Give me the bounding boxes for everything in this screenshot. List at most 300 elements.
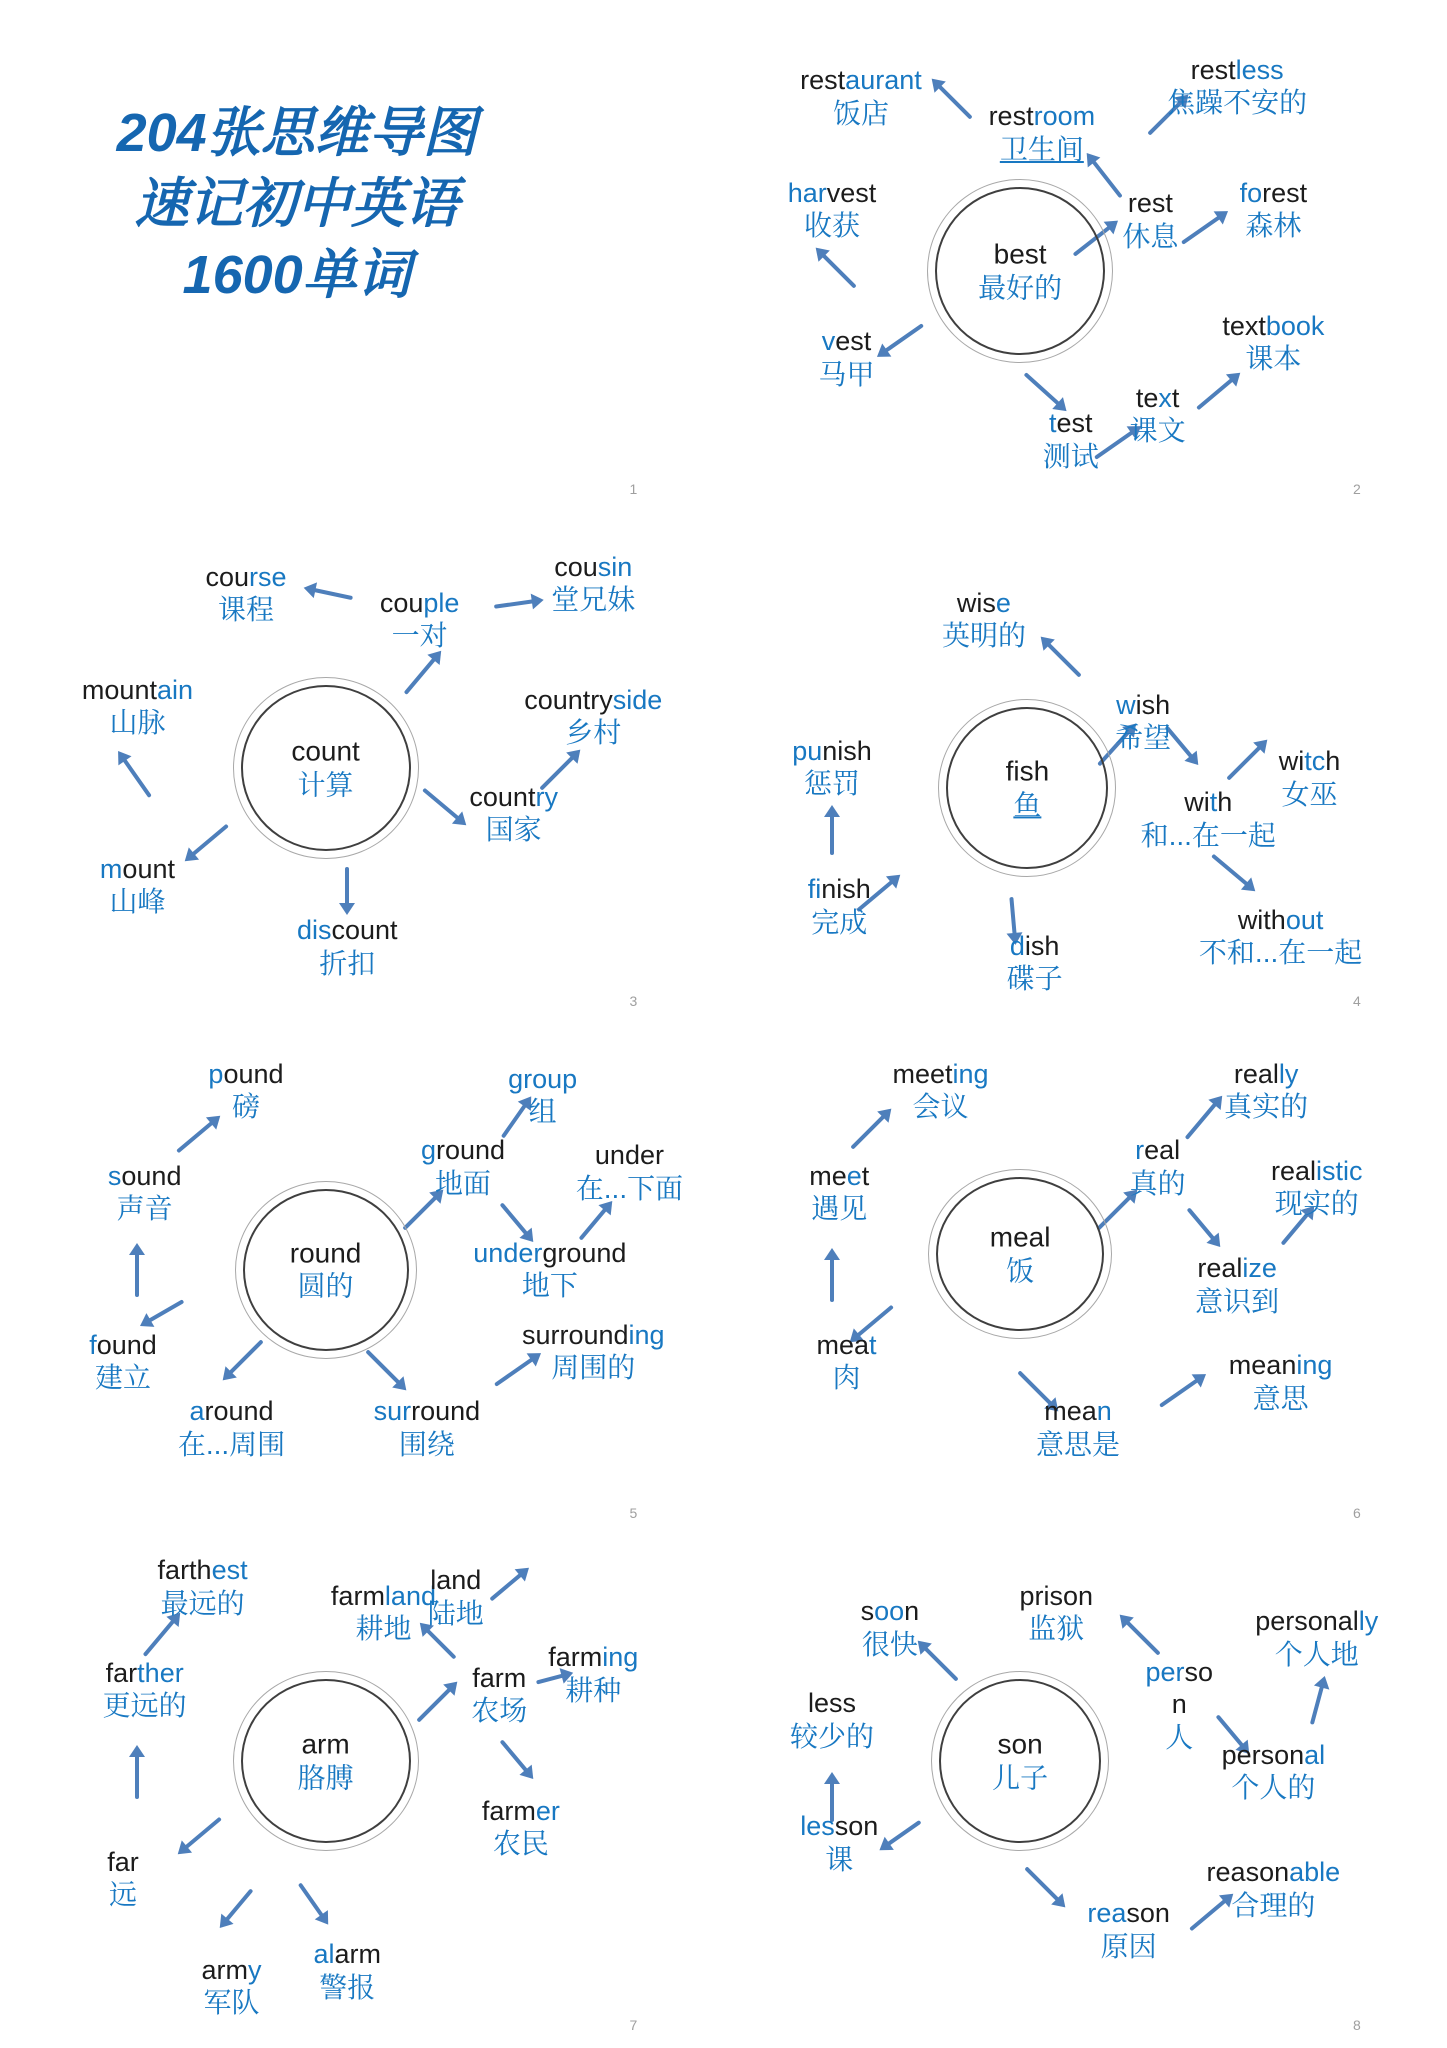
arrow-icon: [135, 1253, 139, 1297]
center-word-zh: 圆的: [297, 1270, 354, 1302]
arrow-icon: [1310, 1685, 1324, 1725]
word-part: able: [1289, 1857, 1341, 1888]
word-en-line: [1167, 54, 1307, 86]
page-number: 6: [1352, 1505, 1361, 1522]
word-node: [551, 551, 635, 617]
word-part: h: [1325, 746, 1341, 777]
word-part: a: [189, 1396, 205, 1427]
word-zh: 女巫: [1281, 778, 1338, 810]
word-zh: 军队: [203, 1986, 260, 2018]
word-part: p: [208, 1058, 224, 1089]
word-part: t: [1209, 787, 1218, 818]
word-part: s: [860, 1596, 875, 1627]
word-zh: 山峰: [109, 886, 166, 918]
word-zh: 个人的: [1231, 1771, 1316, 1803]
word-zh: 乡村: [565, 717, 622, 749]
word-en-line: [158, 1554, 248, 1586]
word-part: rse: [249, 561, 287, 592]
word-en-line: [508, 1063, 577, 1095]
arrow-icon: [1125, 1621, 1160, 1656]
word-en-line: [1122, 187, 1178, 219]
word-zh: 课本: [1245, 343, 1302, 375]
word-part: sur: [373, 1396, 412, 1427]
word-part: real: [1197, 1253, 1243, 1284]
word-zh: 原因: [1100, 1930, 1157, 1962]
word-zh: 休息: [1122, 220, 1179, 252]
word-en-line: [790, 1687, 874, 1719]
word-part: eal: [1144, 1135, 1181, 1166]
center-node: [1006, 755, 1050, 822]
word-en-line: [548, 1641, 638, 1673]
word-node: [816, 1329, 876, 1395]
poster-title-line: 1600单词: [182, 245, 411, 306]
center-word-en: meal: [989, 1221, 1051, 1253]
center-node: [978, 238, 1062, 305]
word-part: har: [787, 177, 827, 208]
word-part: side: [612, 684, 663, 715]
arrow-icon: [1181, 216, 1221, 246]
word-node: [178, 1395, 285, 1461]
arrow-icon: [1159, 1378, 1199, 1408]
word-node: [108, 1160, 182, 1226]
mindmap-count: [0, 512, 724, 1024]
mindmap-best: [724, 0, 1447, 512]
word-part: t: [868, 1329, 877, 1360]
word-part: h: [1217, 787, 1233, 818]
word-part: vest: [826, 177, 877, 208]
word-part: round: [436, 1135, 506, 1166]
word-en-line: [1020, 1580, 1094, 1612]
word-zh: 周围的: [551, 1352, 636, 1384]
word-zh: 真实的: [1224, 1090, 1309, 1122]
word-part: er: [535, 1795, 560, 1826]
word-node: [548, 1641, 638, 1707]
word-en-line: [482, 1795, 560, 1827]
arrow-icon: [830, 1258, 834, 1302]
word-zh: 最远的: [160, 1587, 245, 1619]
arrow-icon: [937, 85, 972, 120]
arrow-icon: [1211, 854, 1249, 887]
word-part: farm: [472, 1662, 527, 1693]
word-en-line: [89, 1329, 157, 1361]
word-node: [800, 1810, 878, 1876]
word-zh: 在...周围: [177, 1428, 286, 1460]
word-zh: 警报: [319, 1971, 376, 2003]
word-zh: 一对: [391, 619, 448, 651]
word-node: [1279, 745, 1341, 811]
word-zh: 英明的: [941, 619, 1026, 651]
arrow-icon: [403, 657, 436, 695]
word-zh: 较少的: [790, 1720, 875, 1752]
arrow-icon: [313, 588, 353, 600]
word-node: [1271, 1155, 1363, 1221]
arrow-icon: [176, 1120, 214, 1153]
center-word-en: best: [993, 238, 1047, 270]
word-part: less: [808, 1688, 857, 1719]
word-zh: 围绕: [398, 1428, 455, 1460]
word-part: farm: [548, 1642, 603, 1673]
word-en-line: [421, 1134, 505, 1166]
word-part: country: [524, 684, 613, 715]
word-zh: 监狱: [1028, 1613, 1085, 1645]
arrow-icon: [148, 1299, 185, 1322]
word-zh: 农场: [471, 1695, 528, 1727]
word-en-line: [792, 735, 872, 767]
word-part: round: [204, 1396, 274, 1427]
word-en-line: [1279, 745, 1341, 777]
word-node: [893, 1058, 989, 1124]
word-node: [1130, 1134, 1186, 1200]
center-word-en: arm: [301, 1728, 350, 1760]
center-word-en: count: [291, 735, 360, 767]
word-part: tc: [1304, 746, 1326, 777]
word-zh: 国家: [485, 814, 542, 846]
word-part: t: [861, 1160, 870, 1191]
word-node: [1199, 904, 1362, 970]
arrow-icon: [887, 1820, 922, 1846]
word-en-line: [800, 1810, 878, 1842]
page-number: 2: [1352, 481, 1361, 498]
word-zh: 更远的: [102, 1689, 187, 1721]
center-node: [290, 1236, 362, 1303]
word-en-line: [1141, 786, 1276, 818]
word-en-line: [818, 325, 874, 357]
word-node: [331, 1580, 436, 1646]
word-node: [524, 684, 662, 750]
word-part: te: [1135, 382, 1159, 413]
word-part: far: [107, 1847, 139, 1878]
word-part: rest: [988, 101, 1034, 132]
word-part: ish: [1024, 930, 1060, 961]
word-part: land: [384, 1580, 436, 1611]
word-part: ing: [1296, 1350, 1333, 1381]
word-node: [469, 781, 558, 847]
word-node: [1224, 1058, 1308, 1124]
word-node: [1020, 1580, 1094, 1646]
word-node: [1167, 54, 1307, 120]
word-zh: 饭店: [832, 97, 889, 129]
word-part: fi: [807, 874, 822, 905]
poster-title-line: 204张思维导图: [116, 102, 477, 163]
word-part: mea: [816, 1329, 869, 1360]
mindmap-arm: [0, 1536, 724, 2048]
word-node: [1036, 1395, 1120, 1461]
arrow-icon: [298, 1882, 324, 1917]
center-node: [990, 1221, 1051, 1288]
word-zh: 耕地: [355, 1613, 412, 1645]
word-en-line: [473, 1237, 626, 1269]
word-en-line: [428, 1564, 484, 1596]
word-en-line: [469, 781, 558, 813]
word-part: rest: [800, 65, 846, 96]
arrow-icon: [1094, 431, 1134, 461]
word-zh: 现实的: [1274, 1188, 1359, 1220]
arrow-icon: [1185, 1102, 1218, 1140]
word-part: ish: [1135, 689, 1171, 720]
arrow-icon: [135, 1755, 139, 1799]
word-part: aurant: [845, 65, 922, 96]
word-part: ount: [122, 853, 175, 884]
word-en-line: [809, 1160, 869, 1192]
word-part: dis: [296, 915, 332, 946]
word-part: rest: [1190, 55, 1236, 86]
word-zh: 很快: [861, 1628, 918, 1660]
word-part: meet: [892, 1058, 953, 1089]
word-en-line: [1255, 1605, 1378, 1637]
word-part: real: [1233, 1058, 1279, 1089]
center-word-en: fish: [1005, 755, 1050, 787]
center-node: [992, 1728, 1048, 1795]
word-node: [208, 1058, 283, 1124]
word-part: e: [995, 587, 1011, 618]
word-part: n: [1096, 1396, 1112, 1427]
arrow-icon: [143, 1619, 176, 1657]
arrow-icon: [490, 1573, 523, 1602]
arrow-icon: [184, 1817, 222, 1850]
word-en-line: [1207, 1856, 1341, 1888]
word-part: ing: [628, 1319, 665, 1350]
word-en-line: [380, 587, 460, 619]
word-part: so: [1184, 1656, 1214, 1687]
word-part: ry: [535, 782, 558, 813]
word-en-line: [82, 674, 193, 706]
word-part: me: [809, 1160, 847, 1191]
word-node: [1255, 1605, 1378, 1671]
word-part: wis: [956, 587, 996, 618]
word-part: nish: [822, 736, 872, 767]
arrow-icon: [123, 758, 153, 798]
word-en-line: [1195, 1252, 1279, 1284]
word-zh: 组: [528, 1096, 557, 1128]
page-number: 4: [1352, 993, 1361, 1010]
arrow-icon: [1023, 372, 1060, 406]
word-part: ain: [156, 674, 193, 705]
center-word-zh: 饭: [1006, 1255, 1035, 1287]
word-zh: 合理的: [1231, 1889, 1316, 1921]
word-part: est: [1056, 408, 1093, 439]
arrow-icon: [416, 1687, 451, 1722]
word-zh: 声音: [116, 1193, 173, 1225]
word-node: [202, 1954, 262, 2020]
word-part: r: [1135, 1135, 1145, 1166]
word-part: t: [1171, 382, 1180, 413]
word-en-line: [1229, 1349, 1333, 1381]
word-en-line: [314, 1938, 382, 1970]
word-part: far: [105, 1657, 138, 1688]
word-zh: 测试: [1042, 440, 1099, 472]
word-part: count: [469, 782, 536, 813]
word-node: [1141, 786, 1276, 852]
center-word-zh: 计算: [297, 769, 354, 800]
word-part: with: [1237, 904, 1286, 935]
word-part: ple: [423, 587, 460, 618]
word-zh: 建立: [94, 1362, 151, 1394]
word-part: mount: [81, 674, 157, 705]
word-en-line: [1043, 407, 1099, 439]
word-node: [808, 873, 871, 939]
word-node: [522, 1319, 665, 1385]
word-part: farm: [330, 1580, 385, 1611]
arrow-icon: [1091, 160, 1122, 199]
word-en-line: [1224, 1058, 1308, 1090]
word-part: oo: [874, 1596, 905, 1627]
arrow-icon: [884, 323, 924, 353]
arrow-icon: [923, 1646, 958, 1681]
word-en-line: [178, 1395, 285, 1427]
word-part: text: [1222, 311, 1266, 342]
word-node: [89, 1329, 157, 1395]
word-node: [809, 1160, 869, 1226]
arrow-icon: [1046, 643, 1081, 678]
word-part: mean: [1228, 1350, 1297, 1381]
word-part: ound: [223, 1058, 284, 1089]
word-zh: 意识到: [1195, 1285, 1280, 1317]
word-node: [790, 1687, 874, 1753]
word-zh: 课文: [1129, 415, 1186, 447]
word-en-line: [374, 1395, 481, 1427]
word-node: [107, 1846, 139, 1912]
word-en-line: [208, 1058, 283, 1090]
word-zh: 遇见: [811, 1193, 868, 1225]
word-en-line: [1146, 1688, 1214, 1720]
word-part: d: [1009, 930, 1025, 961]
word-part: arm: [334, 1939, 382, 1970]
word-zh: 课: [825, 1843, 854, 1875]
word-part: v: [821, 326, 836, 357]
word-part: reason: [1206, 1857, 1290, 1888]
arrow-icon: [499, 1202, 528, 1235]
arrow-icon: [851, 1114, 886, 1149]
word-part: ing: [952, 1058, 989, 1089]
arrow-icon: [1187, 1207, 1216, 1240]
page-number: 7: [629, 2017, 638, 2034]
word-part: wi: [1278, 746, 1305, 777]
word-part: rest: [1262, 177, 1308, 208]
word-part: sin: [597, 551, 633, 582]
word-en-line: [297, 914, 398, 946]
word-part: cou: [379, 587, 424, 618]
word-zh: 惩罚: [804, 768, 861, 800]
word-part: mea: [1044, 1396, 1097, 1427]
word-part: y: [248, 1954, 262, 1985]
word-node: [1122, 187, 1178, 253]
word-node: [1222, 1739, 1326, 1805]
word-en-line: [331, 1580, 436, 1612]
word-node: [205, 561, 286, 627]
word-zh: 收获: [804, 210, 861, 242]
word-part: son: [834, 1811, 879, 1842]
word-part: ound: [96, 1329, 157, 1360]
arrow-icon: [494, 599, 534, 609]
word-part: w: [1116, 689, 1136, 720]
word-part: fo: [1239, 177, 1263, 208]
word-zh: 个人地: [1274, 1638, 1359, 1670]
word-part: prison: [1019, 1580, 1094, 1611]
word-part: est: [835, 326, 872, 357]
word-en-line: [788, 177, 877, 209]
page-number: 3: [629, 993, 638, 1010]
mindmap-round: [0, 1024, 724, 1536]
arrow-icon: [830, 815, 834, 855]
word-zh: 马甲: [818, 358, 875, 390]
word-part: ize: [1242, 1253, 1277, 1284]
word-part: n: [904, 1596, 920, 1627]
word-part: ly: [1358, 1606, 1379, 1637]
word-node: [792, 735, 872, 801]
word-part: son: [1126, 1898, 1170, 1929]
word-en-line: [1087, 1897, 1170, 1929]
word-zh: 堂兄妹: [551, 584, 636, 616]
word-part: nish: [821, 874, 871, 905]
word-en-line: [576, 1139, 683, 1171]
word-part: x: [1158, 382, 1172, 413]
word-part: real: [1271, 1155, 1317, 1186]
word-part: m: [99, 853, 123, 884]
word-zh: 磅: [231, 1090, 260, 1122]
arrow-icon: [579, 1207, 608, 1240]
word-en-line: [1130, 1134, 1186, 1166]
word-part: les: [800, 1811, 835, 1842]
word-node: [103, 1657, 187, 1723]
word-zh: 意思: [1252, 1382, 1309, 1414]
word-part: count: [331, 915, 398, 946]
word-node: [82, 674, 193, 740]
word-zh: 卫生间: [999, 133, 1084, 165]
word-zh: 农民: [492, 1828, 549, 1860]
word-node: [788, 177, 877, 243]
arrow-icon: [224, 1888, 253, 1921]
arrow-icon: [1197, 378, 1235, 411]
word-zh: 课程: [217, 594, 274, 626]
word-node: [1007, 930, 1063, 996]
word-part: rea: [1087, 1898, 1127, 1929]
word-en-line: [108, 1160, 182, 1192]
word-part: round: [411, 1396, 481, 1427]
word-en-line: [1199, 904, 1362, 936]
word-node: [100, 853, 175, 919]
word-part: ound: [121, 1160, 182, 1191]
mindmap-fish: [724, 512, 1447, 1024]
center-word-zh: 胳膊: [297, 1762, 354, 1794]
center-word-zh: 鱼: [1013, 789, 1042, 821]
center-word-zh: 儿子: [992, 1762, 1049, 1794]
arrow-icon: [422, 788, 460, 821]
word-part: n: [1171, 1689, 1187, 1720]
word-node: [1130, 382, 1186, 448]
center-word-en: round: [289, 1237, 362, 1269]
word-en-line: [1222, 1739, 1326, 1771]
word-node: [1195, 1252, 1279, 1318]
word-part: e: [846, 1160, 862, 1191]
word-part: wi: [1184, 787, 1210, 818]
center-word-zh: 最好的: [978, 272, 1063, 304]
word-part: f: [89, 1329, 97, 1360]
page-number: 1: [629, 481, 638, 498]
word-node: [861, 1595, 920, 1661]
word-node: [1207, 1856, 1341, 1922]
word-part: surround: [521, 1319, 629, 1350]
word-zh: 折扣: [319, 947, 376, 979]
word-zh: 意思是: [1035, 1428, 1121, 1460]
word-zh: 森林: [1245, 210, 1302, 242]
word-part: group: [508, 1063, 578, 1094]
word-en-line: [202, 1954, 262, 1986]
word-en-line: [893, 1058, 989, 1090]
word-node: [421, 1134, 505, 1200]
word-node: [800, 64, 922, 130]
arrow-icon: [191, 823, 229, 856]
word-en-line: [1240, 177, 1308, 209]
